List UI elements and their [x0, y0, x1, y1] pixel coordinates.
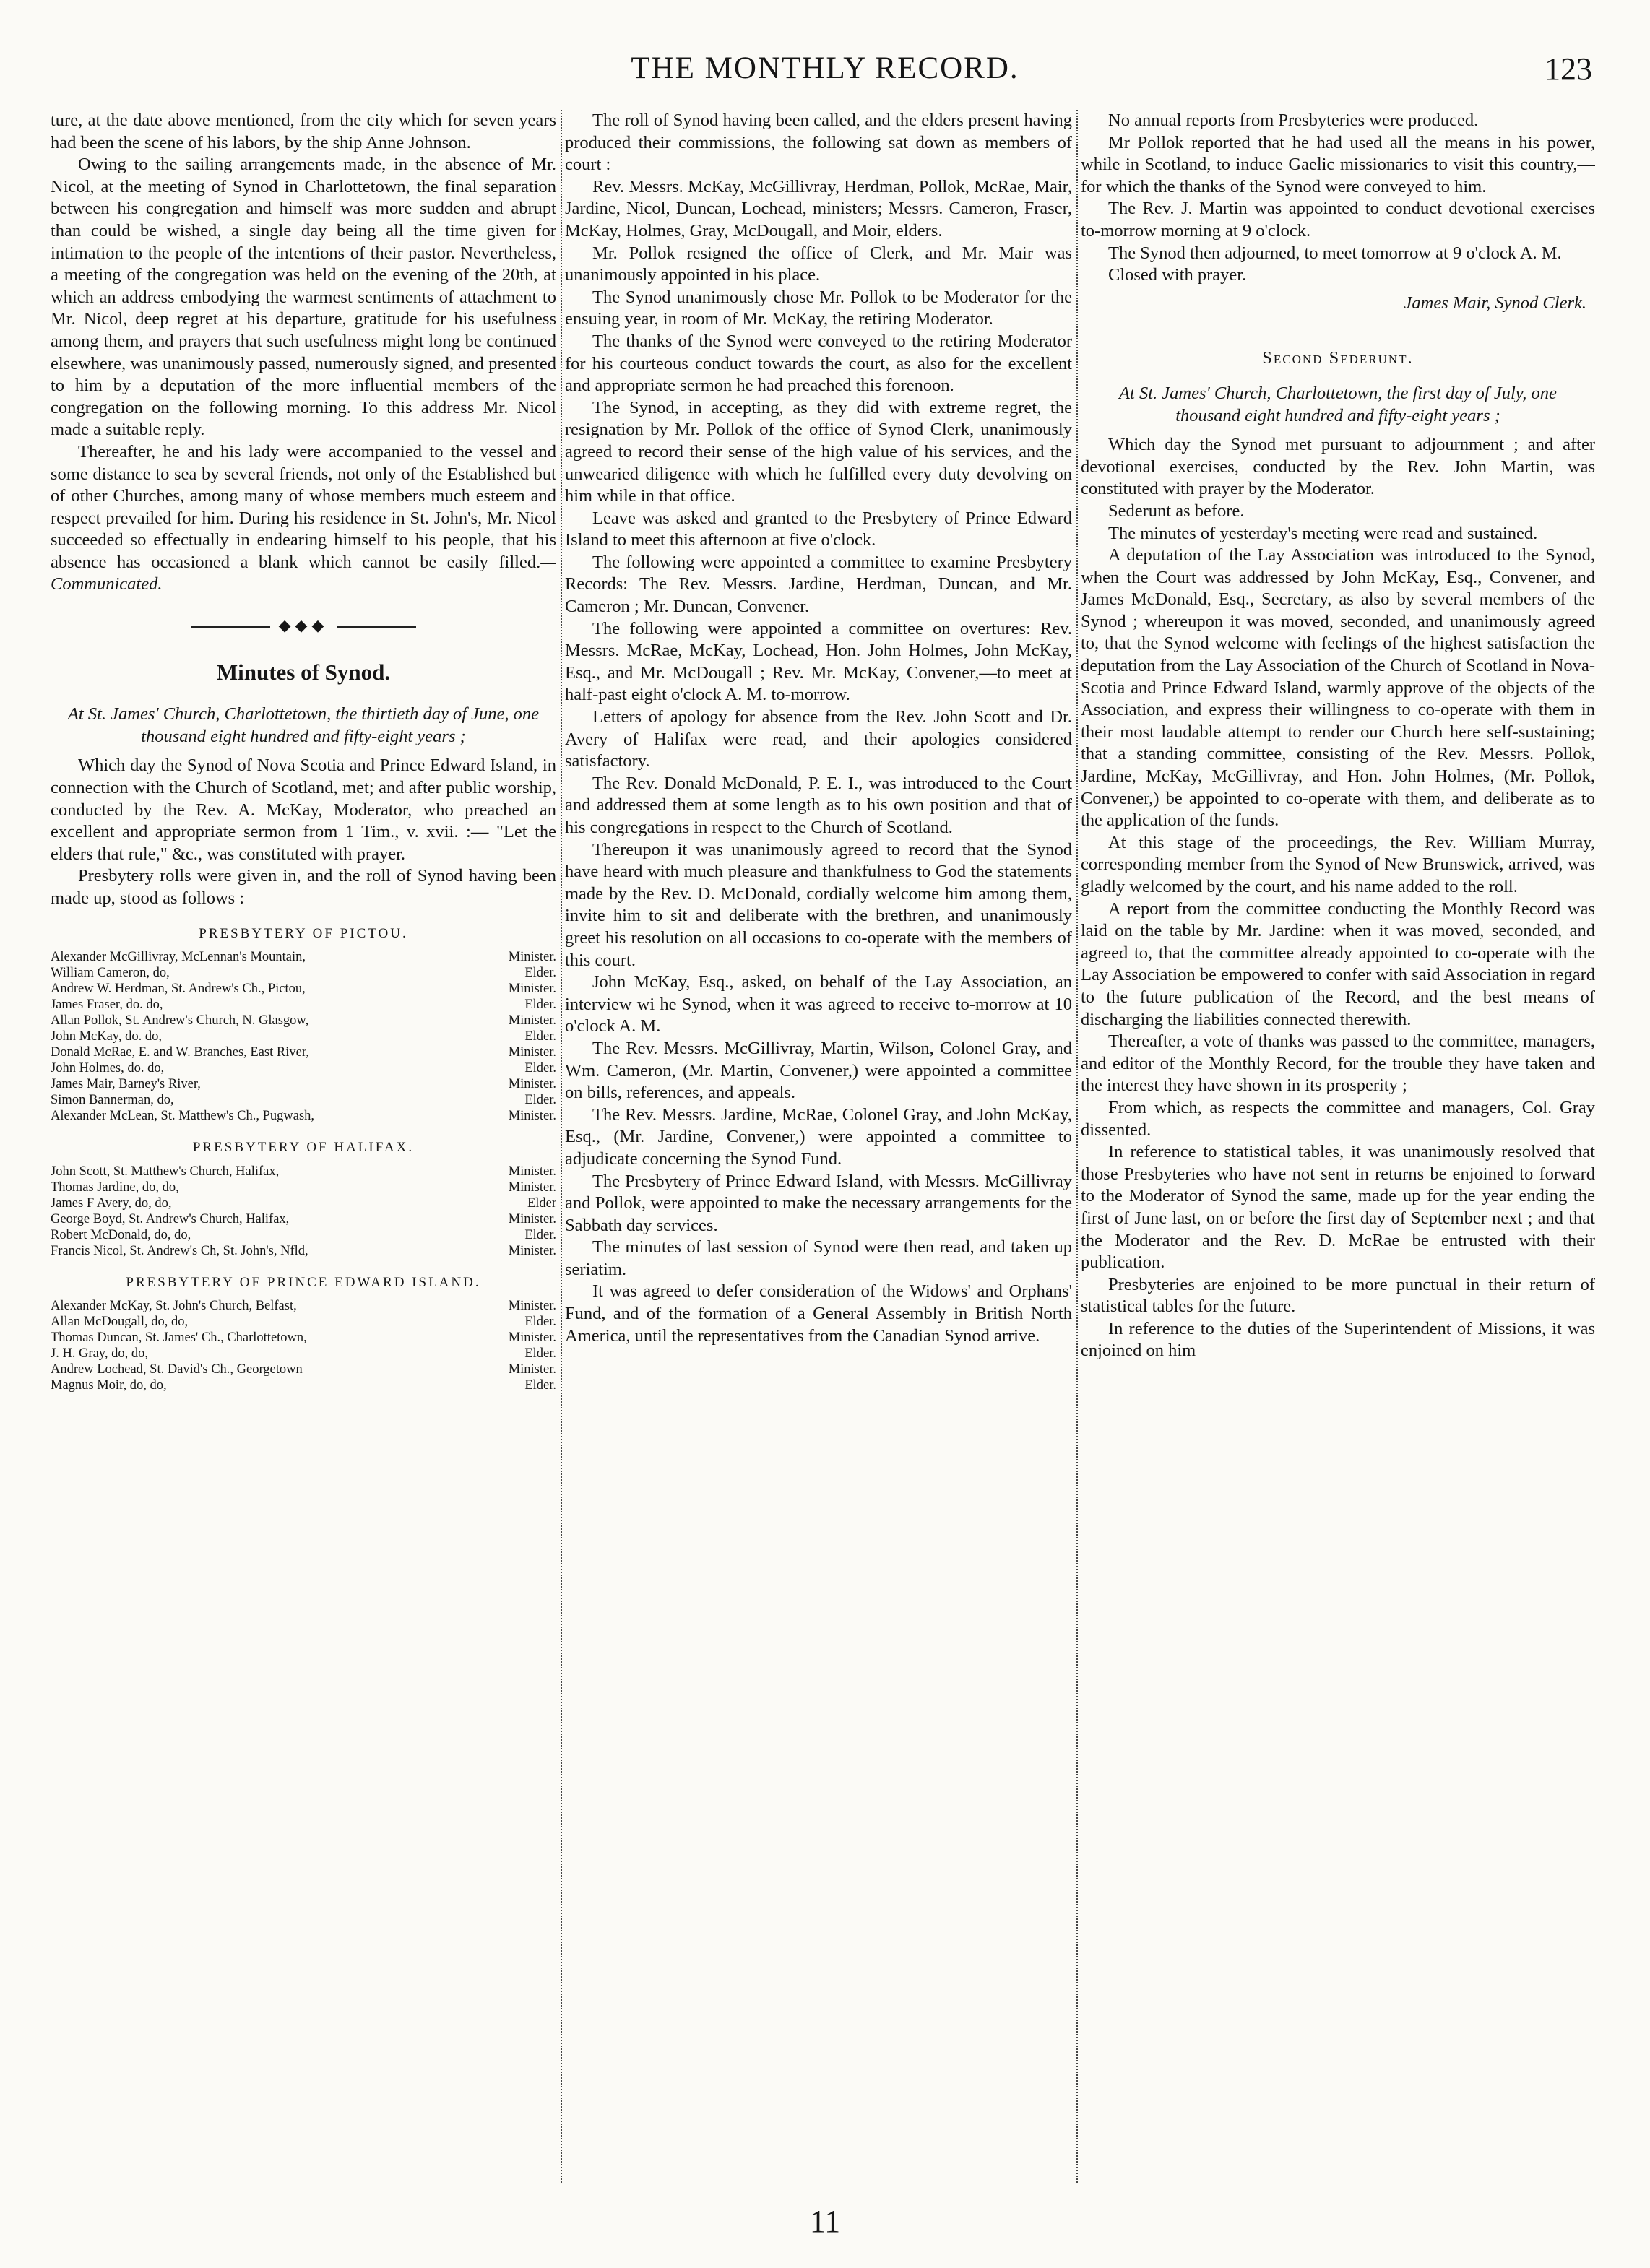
roll-role: Elder.	[524, 1378, 556, 1393]
roll-name: John McKay, do. do,	[51, 1029, 162, 1044]
roll-role: Elder.	[524, 1227, 556, 1242]
paragraph: Mr. Pollok resigned the office of Clerk, and Mr. Mair was unanimously appointed in his place.	[565, 243, 1072, 285]
section-title: Minutes of Synod.	[216, 659, 391, 685]
roll-row	[51, 1195, 556, 1211]
roll-name: George Boyd, St. Andrew's Church, Halifax,	[51, 1211, 290, 1226]
roll-row	[51, 1013, 556, 1029]
paragraph: At this stage of the proceedings, the Rev. William Murray, corresponding member from the Synod of New Brunswick, arrived, was gladly welcomed by the court, and his name added to the roll.	[1081, 832, 1595, 896]
paragraph: The minutes of last session of Synod were then read, and taken up seriatim.	[565, 1237, 1072, 1279]
paragraph: The minutes of yesterday's meeting were read and sustained.	[1108, 523, 1538, 543]
roll-list-halifax	[51, 1164, 556, 1259]
paragraph: Presbyteries are enjoined to be more punctual in their return of statistical tables for the future.	[1081, 1274, 1595, 1317]
roll-name: James F Avery, do, do,	[51, 1195, 172, 1211]
paragraph: The thanks of the Synod were conveyed to the retiring Moderator for his courteous conduct towards the court, as also for the excellent and appropriate sermon he had preached this forenoon.	[565, 331, 1072, 396]
roll-role: Elder.	[524, 1061, 556, 1076]
roll-role: Minister.	[508, 1180, 556, 1195]
roll-row	[51, 1092, 556, 1108]
roll-row	[51, 1029, 556, 1044]
paragraph: Leave was asked and granted to the Presbytery of Prince Edward Island to meet this afternoon at five o'clock.	[565, 508, 1072, 550]
roll-role: Minister.	[508, 1013, 556, 1029]
roll-name: John Holmes, do. do,	[51, 1061, 165, 1076]
roll-row	[51, 1377, 556, 1393]
roll-role: Elder.	[524, 966, 556, 981]
roll-name: James Fraser, do. do,	[51, 997, 163, 1013]
roll-role: Elder.	[524, 1093, 556, 1108]
paragraph: The Presbytery of Prince Edward Island, with Messrs. McGillivray and Pollok, were appointed to make the necessary arrangements for the Sabbath day services.	[565, 1171, 1072, 1235]
running-title: THE MONTHLY RECORD.	[631, 51, 1019, 85]
roll-role: Elder.	[524, 997, 556, 1013]
column-rule-right	[1076, 110, 1078, 2183]
roll-row	[51, 1076, 556, 1092]
roll-row	[51, 965, 556, 981]
roll-name: Simon Bannerman, do,	[51, 1093, 174, 1108]
paragraph: From which, as respects the committee and managers, Col. Gray dissented.	[1081, 1097, 1595, 1140]
roll-row	[51, 1180, 556, 1195]
roll-name: William Cameron, do,	[51, 966, 170, 981]
paragraph: Mr Pollok reported that he had used all the means in his power, while in Scotland, to induce Gaelic missionaries to visit this country,—for which the thanks of the Synod were conveyed to him.	[1081, 132, 1595, 196]
roll-name: James Mair, Barney's River,	[51, 1077, 201, 1092]
roll-role: Minister.	[508, 1299, 556, 1314]
paragraph: The following were appointed a committee to examine Presbytery Records: The Rev. Messrs. Jardine, Herdman, Duncan, and Mr. Cameron ; Mr. Duncan, Convener.	[565, 552, 1072, 617]
roll-row	[51, 1060, 556, 1076]
roll-name: Andrew Lochead, St. David's Ch., Georgetown	[51, 1362, 303, 1377]
paragraph: Thereafter, a vote of thanks was passed to the committee, managers, and editor of the Monthly Record, for the trouble they have taken and the interest they have shown in its prosperity ;	[1081, 1031, 1595, 1096]
roll-name: Allan McDougall, do, do,	[51, 1315, 189, 1330]
diamond-ornament-icon: ◆◆◆	[278, 616, 329, 635]
roll-row	[51, 1227, 556, 1243]
roll-role: Minister.	[508, 1077, 556, 1092]
roll-row	[51, 997, 556, 1013]
paragraph: Presbytery rolls were given in, and the roll of Synod having been made up, stood as follows :	[51, 866, 556, 908]
roll-role: Minister.	[508, 1109, 556, 1124]
roll-name: Francis Nicol, St. Andrew's Ch, St. John's, Nfld,	[51, 1243, 308, 1258]
roll-row	[51, 1243, 556, 1259]
roll-name: Andrew W. Herdman, St. Andrew's Ch., Pictou,	[51, 982, 306, 997]
ornament-rule	[191, 626, 270, 628]
paragraph: The Rev. J. Martin was appointed to conduct devotional exercises to-morrow morning at 9 o'clock.	[1081, 199, 1595, 241]
roll-name: Magnus Moir, do, do,	[51, 1378, 167, 1393]
meeting-heading: At St. James' Church, Charlottetown, the first day of July, one thousand eight hundred and fifty-eight years ;	[1119, 383, 1557, 425]
roll-name: J. H. Gray, do, do,	[51, 1346, 148, 1362]
signature-text: James Mair, Synod Clerk.	[1404, 293, 1586, 313]
roll-name: Alexander McKay, St. John's Church, Belfast,	[51, 1299, 297, 1314]
roll-role: Elder.	[524, 1315, 556, 1330]
paragraph: The Synod, in accepting, as they did with extreme regret, the resignation by Mr. Pollok of the office of Synod Clerk, unanimously agreed to record their sense of the high value of his services, and the unwearied diligence with which he fulfilled every duty devolving on him while in that office.	[565, 397, 1072, 506]
paragraph: Owing to the sailing arrangements made, in the absence of Mr. Nicol, at the meeting of Synod in Charlottetown, the final separation between his congregation and himself was more sudden and abrupt than could be wished, a single day being all the time given for intimation to the people of the intentions of their pastor. Nevertheless, a meeting of the congregation was held on the evening of the 20th, at which an address embodying the warmest sentiments of attachment to Mr. Nicol, deep regret at his departure, gratitude for his usefulness among them, and prayers that such usefulness might long be continued elsewhere, was unanimously passed, numerously signed, and presented to him by a deputation of the more influential members of the congregation on the following morning. To this address Mr. Nicol made a suitable reply.	[51, 155, 556, 440]
column-rule-left	[561, 110, 562, 2183]
paragraph: John McKay, Esq., asked, on behalf of the Lay Association, an interview wi he Synod, when it was agreed to receive to-morrow at 10 o'clock A. M.	[565, 972, 1072, 1036]
signature-mark: 11	[809, 2204, 841, 2239]
roll-role: Elder.	[524, 1346, 556, 1362]
roll-row	[51, 1346, 556, 1362]
roll-row	[51, 1330, 556, 1346]
paragraph: Rev. Messrs. McKay, McGillivray, Herdman, Pollok, McRae, Mair, Jardine, Nicol, Duncan, Lochead, ministers; Messrs. Cameron, Fraser, McKay, Holmes, Gray, McDougall, and Moir, elders.	[565, 176, 1072, 241]
roll-row	[51, 981, 556, 997]
roll-row	[51, 1314, 556, 1330]
paragraph: Sederunt as before.	[1108, 501, 1245, 521]
paragraph: No annual reports from Presbyteries were produced.	[1108, 111, 1479, 130]
roll-name: Thomas Duncan, St. James' Ch., Charlottetown,	[51, 1330, 307, 1346]
communicated-signature: —Communicated.	[51, 552, 556, 594]
section-ornament	[51, 615, 556, 637]
roll-role: Minister.	[508, 1362, 556, 1377]
roll-name: Allan Pollok, St. Andrew's Church, N. Glasgow,	[51, 1013, 309, 1029]
roll-name: John Scott, St. Matthew's Church, Halifax,	[51, 1164, 280, 1179]
roll-row	[51, 1108, 556, 1124]
roll-role: Minister.	[508, 950, 556, 965]
paragraph: Closed with prayer.	[1108, 265, 1247, 285]
roll-list-pei	[51, 1298, 556, 1393]
paragraph: In reference to the duties of the Superintendent of Missions, it was enjoined on him	[1081, 1318, 1595, 1361]
presbytery-heading-pei: PRESBYTERY OF PRINCE EDWARD ISLAND.	[126, 1274, 481, 1290]
roll-row	[51, 1211, 556, 1227]
column-right	[1081, 110, 1595, 2197]
roll-list-pictou	[51, 949, 556, 1124]
roll-name: Donald McRae, E. and W. Branches, East River,	[51, 1045, 309, 1060]
clerk-signature	[1081, 293, 1595, 315]
roll-role: Elder.	[524, 1029, 556, 1044]
sederunt-title: Second Sederunt.	[1262, 348, 1414, 368]
paragraph: The Rev. Donald McDonald, P. E. I., was introduced to the Court and addressed them at some length as to his own position and that of his congregations in respect to the Church of Scotland.	[565, 773, 1072, 837]
ornament-rule	[337, 626, 416, 628]
paragraph: In reference to statistical tables, it was unanimously resolved that those Presbyteries who have not sent in returns be enjoined to forward to the Moderator of Synod the same, made up for the year ending the first of June last, on or before the first day of September next ; and that the Moderator and the Rev. D. McRae be entrusted with their publication.	[1081, 1142, 1595, 1273]
roll-role: Elder	[527, 1195, 556, 1211]
paragraph	[51, 441, 556, 596]
paragraph: The Rev. Messrs. McGillivray, Martin, Wilson, Colonel Gray, and Wm. Cameron, (Mr. Martin, Convener,) were appointed a committee on bills, references, and appeals.	[565, 1038, 1072, 1103]
presbytery-heading-halifax: PRESBYTERY OF HALIFAX.	[192, 1140, 415, 1156]
roll-name: Thomas Jardine, do, do,	[51, 1180, 179, 1195]
paragraph: The Synod then adjourned, to meet tomorrow at 9 o'clock A. M.	[1108, 243, 1562, 263]
paragraph: Letters of apology for absence from the Rev. John Scott and Dr. Avery of Halifax were read, and their apologies considered satisfactory.	[565, 707, 1072, 771]
page-header	[0, 45, 1650, 88]
paragraph: Which day the Synod of Nova Scotia and Prince Edward Island, in connection with the Church of Scotland, met; and after public worship, conducted by the Rev. A. McKay, Moderator, who preached an excellent and appropriate sermon from 1 Tim., v. xvii. :— "Let the elders that rule," &c., was constituted with prayer.	[51, 756, 556, 864]
paragraph: It was agreed to defer consideration of the Widows' and Orphans' Fund, and of the formation of a General Assembly in British North America, until the representatives from the Canadian Synod arrive.	[565, 1281, 1072, 1346]
paragraph: The roll of Synod having been called, and the elders present having produced their commissions, the following sat down as members of court :	[565, 111, 1072, 175]
paragraph: The Rev. Messrs. Jardine, McRae, Colonel Gray, and John McKay, Esq., (Mr. Jardine, Convener,) were appointed a committee to adjudicate concerning the Synod Fund.	[565, 1104, 1072, 1169]
meeting-heading: At St. James' Church, Charlottetown, the thirtieth day of June, one thousand eight hundred and fifty-eight years ;	[67, 704, 540, 746]
roll-name: Alexander McLean, St. Matthew's Ch., Pugwash,	[51, 1109, 315, 1124]
roll-role: Minister.	[508, 1330, 556, 1346]
roll-name: Alexander McGillivray, McLennan's Mountain,	[51, 950, 306, 965]
paragraph: Thereupon it was unanimously agreed to record that the Synod have heard with much pleasure and thankfulness to God the statements made by the Rev. D. McDonald, cordially welcome him among them, invite him to sit and deliberate with the brethren, and unanimously greet his resolution on all occasions to co-operate with the members of this court.	[565, 839, 1072, 970]
roll-name: Robert McDonald, do, do,	[51, 1227, 191, 1242]
paragraph: The following were appointed a committee on overtures: Rev. Messrs. McRae, McKay, Lochead, Hon. John Holmes, John McKay, Esq., and Mr. McDougall ; Rev. Mr. McKay, Convener,—to meet at half-past eight o'clock A. M. to-morrow.	[565, 618, 1072, 705]
roll-role: Minister.	[508, 1164, 556, 1179]
roll-role: Minister.	[508, 982, 556, 997]
paragraph: A report from the committee conducting the Monthly Record was laid on the table by Mr. Jardine: when it was moved, seconded, and agreed to, that the committee already appointed to co-operate with the Lay Association be empowered to confer with said Association in regard to the future publication of the Record, and the best means of discharging the liabilities connected therewith.	[1081, 899, 1595, 1029]
paragraph: ture, at the date above mentioned, from the city which for seven years had been the scene of his labors, by the ship Anne Johnson.	[51, 111, 556, 152]
page-number: 123	[1545, 51, 1592, 87]
paragraph: A deputation of the Lay Association was introduced to the Synod, when the Court was addressed by John McKay, Esq., Convener, and James McDonald, Esq., Secretary, as also by several members of the Synod ; whereupon it was moved, seconded, and unanimously agreed to, that the Synod welcome with feelings of the highest satisfaction the deputation from the Lay Association of the Church of Scotland in Nova-Scotia and Prince Edward Island, warmly approve of the objects of the Association, and express their willingness to co-operate with them in their most laudable attempt to render our Church here self-sustaining; that a standing committee, consisting of the Rev. Messrs. Pollok, Jardine, McKay, McGillivray, and Hon. John Holmes, (Mr. Pollok, Convener,) be appointed to co-operate with them, and deliberate as to the application of the funds.	[1081, 545, 1595, 831]
roll-role: Minister.	[508, 1211, 556, 1226]
roll-row	[51, 1362, 556, 1377]
presbytery-heading-pictou: PRESBYTERY OF PICTOU.	[199, 925, 408, 941]
roll-row	[51, 949, 556, 965]
column-left	[51, 110, 556, 2197]
paragraph: Which day the Synod met pursuant to adjournment ; and after devotional exercises, conducted by the Rev. John Martin, was constituted with prayer by the Moderator.	[1081, 435, 1595, 499]
roll-role: Minister.	[508, 1045, 556, 1060]
paragraph: The Synod unanimously chose Mr. Pollok to be Moderator for the ensuing year, in room of Mr. McKay, the retiring Moderator.	[565, 287, 1072, 329]
roll-row	[51, 1164, 556, 1180]
roll-role: Minister.	[508, 1243, 556, 1258]
paragraph-text: Thereafter, he and his lady were accompanied to the vessel and some distance to sea by several friends, not only of the Established but of other Churches, among many of whose members much esteem and respect prevailed for him. During his residence in St. John's, Mr. Nicol succeeded so effectually in endearing himself to his people, that his absence has occasioned a blank which cannot be easily filled.	[51, 441, 556, 572]
roll-row	[51, 1298, 556, 1314]
column-middle	[565, 110, 1072, 2197]
roll-row	[51, 1044, 556, 1060]
